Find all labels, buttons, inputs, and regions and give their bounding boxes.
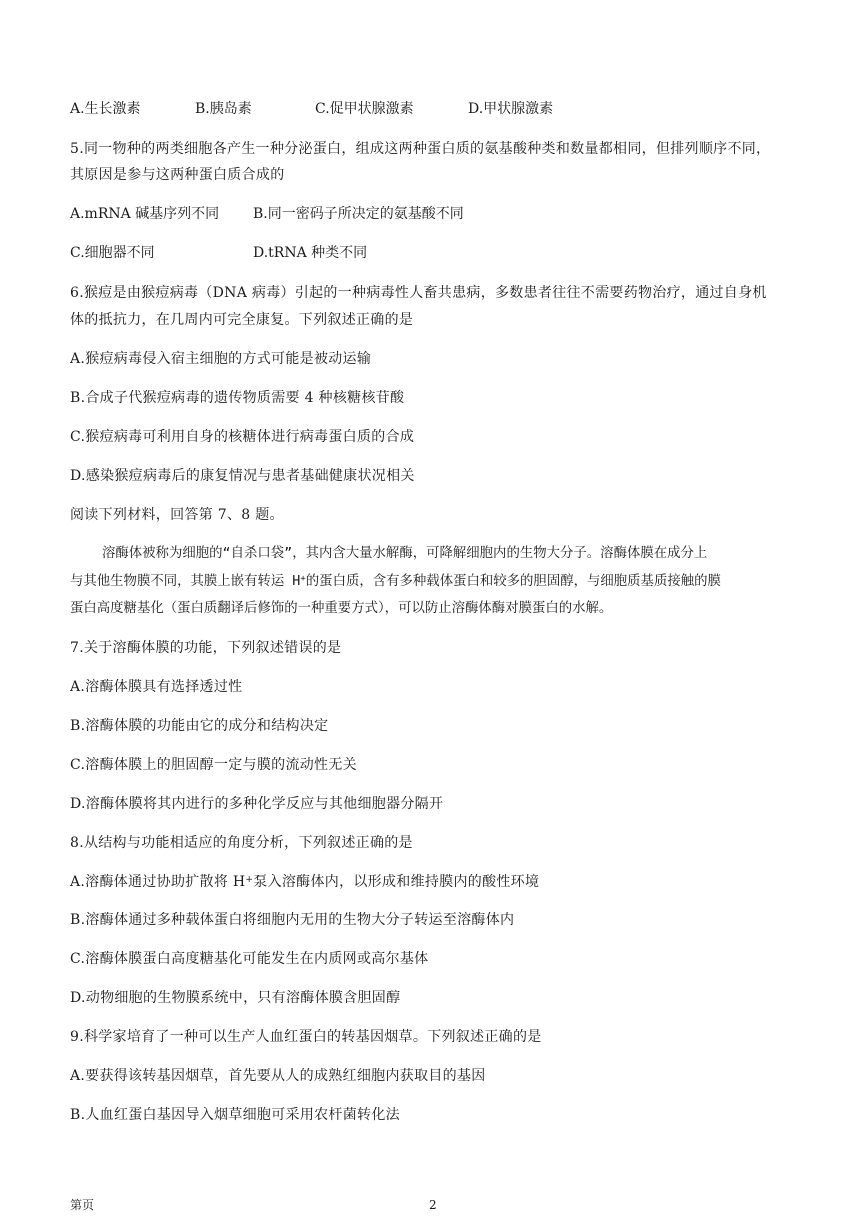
q4-option-d: D.甲状腺激素 — [468, 101, 554, 117]
q5-stem-line1: 5.同一物种的两类细胞各产生一种分泌蛋白，组成这两种蛋白质的氨基酸种类和数量都相同，但排列顺序不同， — [70, 141, 771, 157]
q9-option-a: A.要获得该转基因烟草，首先要从人的成熟红细胞内获取目的基因 — [70, 1068, 486, 1084]
reading-intro: 阅读下列材料，回答第 7、8 题。 — [70, 507, 284, 523]
q5-option-b: B.同一密码子所决定的氨基酸不同 — [253, 206, 464, 222]
passage-h-superscript: + — [300, 574, 306, 584]
passage-line3: 蛋白高度糖基化（蛋白质翻译后修饰的一种重要方式），可以防止溶酶体酶对膜蛋白的水解。 — [70, 601, 613, 616]
passage-line2-end: 的蛋白质，含有多种载体蛋白和较多的胆固醇，与细胞质基质接触的膜 — [305, 574, 721, 589]
q4-option-c: C.促甲状腺激素 — [315, 101, 414, 117]
q5-option-a: A.mRNA 碱基序列不同 — [70, 206, 220, 222]
q5-options-row2 — [70, 243, 790, 263]
q9-option-b: B.人血红蛋白基因导入烟草细胞可采用农杆菌转化法 — [70, 1107, 400, 1123]
q8-option-a-start: A.溶酶体通过协助扩散将 H — [70, 874, 246, 890]
q4-options — [70, 99, 790, 119]
q8-option-c: C.溶酶体膜蛋白高度糖基化可能发生在内质网或高尔基体 — [70, 951, 429, 967]
q8-h-superscript: + — [245, 875, 254, 885]
q7-option-c: C.溶酶体膜上的胆固醇一定与膜的流动性无关 — [70, 757, 357, 773]
q6-option-d: D.感染猴痘病毒后的康复情况与患者基础健康状况相关 — [70, 468, 415, 484]
q8-option-a-end: 泵入溶酶体内，以形成和维持膜内的酸性环境 — [253, 874, 540, 890]
q5-options-row1 — [70, 204, 790, 224]
q6-stem-line2: 体的抵抗力，在几周内可完全康复。下列叙述正确的是 — [70, 312, 414, 328]
footer-page-number: 2 — [429, 1198, 437, 1212]
q8-option-b: B.溶酶体通过多种载体蛋白将细胞内无用的生物大分子转运至溶酶体内 — [70, 912, 515, 928]
passage-line2 — [70, 572, 721, 592]
q7-option-a: A.溶酶体膜具有选择透过性 — [70, 679, 243, 695]
q6-option-c: C.猴痘病毒可利用自身的核糖体进行病毒蛋白质的合成 — [70, 429, 415, 445]
q4-option-b: B.胰岛素 — [195, 101, 252, 117]
q5-option-d: D.tRNA 种类不同 — [253, 245, 368, 261]
q5-stem-line2: 其原因是参与这两种蛋白质合成的 — [70, 167, 285, 183]
q4-option-a: A.生长激素 — [70, 101, 141, 117]
q7-option-d: D.溶酶体膜将其内进行的多种化学反应与其他细胞器分隔开 — [70, 796, 444, 812]
q6-option-a: A.猴痘病毒侵入宿主细胞的方式可能是被动运输 — [70, 351, 372, 367]
q5-option-c: C.细胞器不同 — [70, 245, 155, 261]
q8-option-d: D.动物细胞的生物膜系统中，只有溶酶体膜含胆固醇 — [70, 990, 401, 1006]
passage-line2-start: 与其他生物膜不同，其膜上嵌有转运 H — [70, 574, 301, 589]
q7-option-b: B.溶酶体膜的功能由它的成分和结构决定 — [70, 718, 329, 734]
passage-line1: 溶酶体被称为细胞的“自杀口袋”，其内含大量水解酶，可降解细胞内的生物大分子。溶酶体膜在成分上 — [102, 546, 708, 561]
q7-stem: 7.关于溶酶体膜的功能，下列叙述错误的是 — [70, 640, 342, 656]
q8-option-a — [70, 872, 539, 892]
q6-stem-line1: 6.猴痘是由猴痘病毒（DNA 病毒）引起的一种病毒性人畜共患病，多数患者往往不需要药物治疗，通过自身机 — [70, 285, 767, 301]
q8-stem: 8.从结构与功能相适应的角度分析，下列叙述正确的是 — [70, 835, 413, 851]
footer-page-label: 第页 — [70, 1198, 95, 1212]
q9-stem: 9.科学家培育了一种可以生产人血红蛋白的转基因烟草。下列叙述正确的是 — [70, 1029, 542, 1045]
q6-option-b: B.合成子代猴痘病毒的遗传物质需要 4 种核糖核苷酸 — [70, 390, 405, 406]
